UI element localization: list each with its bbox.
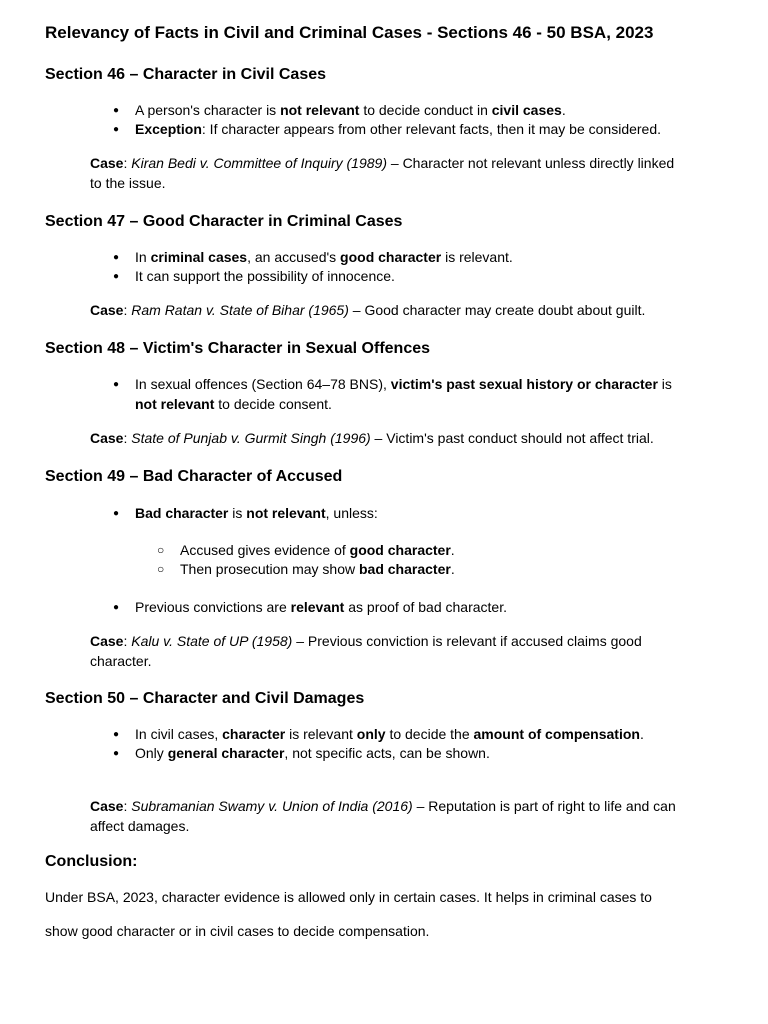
s50-bullet-1: ● In civil cases, character is relevant only to decide the amount of compensation.: [135, 725, 695, 745]
s49-bullet-1: ● Bad character is not relevant, unless:: [135, 504, 695, 524]
section-49-heading: Section 49 – Bad Character of Accused: [45, 468, 343, 485]
s46-bullet-1: ● A person's character is not relevant to decide conduct in civil cases.: [135, 101, 695, 121]
section-46-heading: Section 46 – Character in Civil Cases: [45, 66, 327, 83]
section-47-heading: Section 47 – Good Character in Criminal Cases: [45, 213, 403, 230]
s49-sub-bullet-1: ○ Accused gives evidence of good character.: [180, 541, 700, 561]
s46-bullet-2: ● Exception: If character appears from other relevant facts, then it may be considered.: [135, 120, 695, 140]
document-title: Relevancy of Facts in Civil and Criminal Cases - Sections 46 - 50 BSA, 2023: [45, 23, 654, 42]
s47-case: Case: Ram Ratan v. State of Bihar (1965) – Good character may create doubt about guilt.: [90, 302, 646, 318]
s49-case: Case: Kalu v. State of UP (1958) – Previous conviction is relevant if accused claims good character.: [90, 633, 642, 669]
s49-bullet-2: ● Previous convictions are relevant as proof of bad character.: [135, 598, 695, 618]
s50-case: Case: Subramanian Swamy v. Union of India (2016) – Reputation is part of right to life and can affect damages.: [90, 798, 676, 834]
section-48-heading: Section 48 – Victim's Character in Sexual Offences: [45, 340, 431, 357]
conclusion-line-1: Under BSA, 2023, character evidence is allowed only in certain cases. It helps in criminal cases to: [45, 889, 652, 905]
s48-case: Case: State of Punjab v. Gurmit Singh (1996) – Victim's past conduct should not affect trial.: [90, 430, 654, 446]
conclusion-line-2: show good character or in civil cases to decide compensation.: [45, 923, 430, 939]
s47-bullet-1: ● In criminal cases, an accused's good character is relevant.: [135, 248, 695, 268]
s47-bullet-2: ● It can support the possibility of innocence.: [135, 267, 695, 287]
s49-sub-bullet-2: ○ Then prosecution may show bad character.: [180, 560, 700, 580]
s50-bullet-2: ● Only general character, not specific acts, can be shown.: [135, 744, 695, 764]
s46-case: Case: Kiran Bedi v. Committee of Inquiry (1989) – Character not relevant unless directly linked to the issue.: [90, 155, 675, 191]
section-50-heading: Section 50 – Character and Civil Damages: [45, 690, 365, 707]
conclusion-heading: Conclusion:: [45, 853, 138, 870]
s48-bullet-1: ● In sexual offences (Section 64–78 BNS), victim's past sexual history or character is not relevant to decide consent.: [135, 375, 695, 414]
